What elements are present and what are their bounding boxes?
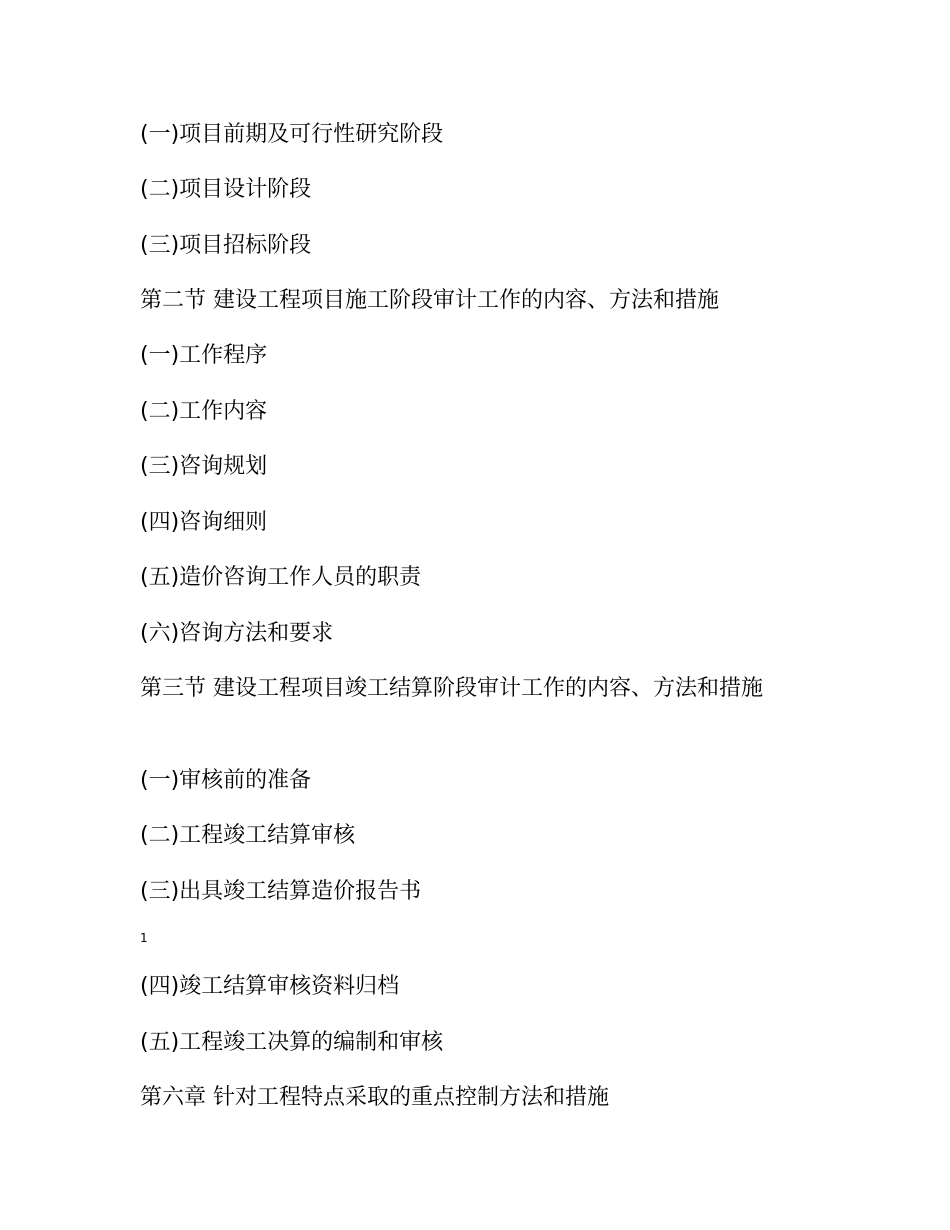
page-number: 1 bbox=[140, 931, 148, 945]
toc-item: (五)造价咨询工作人员的职责 bbox=[140, 565, 422, 590]
toc-item: (三)出具竣工结算造价报告书 bbox=[140, 879, 422, 904]
toc-item: (一)项目前期及可行性研究阶段 bbox=[140, 122, 444, 147]
toc-item: (二)项目设计阶段 bbox=[140, 177, 312, 202]
chapter-heading: 第六章 针对工程特点采取的重点控制方法和措施 bbox=[140, 1085, 609, 1110]
toc-item: (三)咨询规划 bbox=[140, 454, 268, 479]
toc-item: (二)工作内容 bbox=[140, 399, 268, 424]
toc-item: (四)咨询细则 bbox=[140, 510, 268, 535]
toc-item: (一)审核前的准备 bbox=[140, 768, 312, 793]
toc-item: (一)工作程序 bbox=[140, 343, 268, 368]
toc-item: (二)工程竣工结算审核 bbox=[140, 823, 356, 848]
toc-item: (三)项目招标阶段 bbox=[140, 233, 312, 258]
toc-item: (五)工程竣工决算的编制和审核 bbox=[140, 1030, 444, 1055]
toc-item: (六)咨询方法和要求 bbox=[140, 621, 334, 646]
section-heading: 第二节 建设工程项目施工阶段审计工作的内容、方法和措施 bbox=[140, 288, 719, 313]
toc-item: (四)竣工结算审核资料归档 bbox=[140, 974, 400, 999]
section-heading: 第三节 建设工程项目竣工结算阶段审计工作的内容、方法和措施 bbox=[140, 676, 763, 701]
